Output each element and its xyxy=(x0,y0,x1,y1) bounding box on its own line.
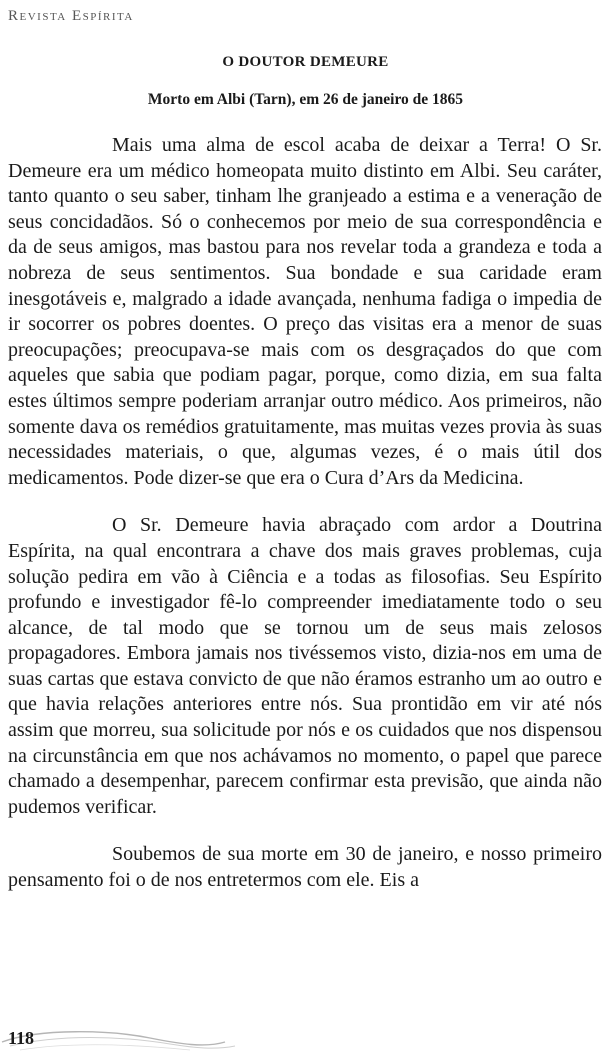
article-subtitle: Morto em Albi (Tarn), em 26 de janeiro de 1865 xyxy=(147,91,464,108)
article-body xyxy=(8,133,602,894)
paragraph-1: Mais uma alma de escol acaba de deixar a Terra! O Sr. Demeure era um médico homeopata muito distinto em Albi. Seu caráter, tanto quanto o seu saber, tinham lhe granjeado a estima e a veneração de seus concidadãos. Só o conhecemos por meio de sua correspondência e da de seus amigos, mas bastou para nos revelar toda a grandeza e toda a nobreza de seus sentimentos. Sua bondade e sua caridade eram inesgotáveis e, malgrado a idade avançada, nenhuma fadiga o impedia de ir socorrer os pobres doentes. O preço das visitas era a menor de suas preocupações; preocupava-se mais com os desgraçados do que com aqueles que sabia que podiam pagar, porque, como dizia, em sua falta estes últimos sempre poderiam arranjar outro médico. Aos primeiros, não somente dava os remédios gratuitamente, mas muitas vezes provia às suas necessidades materiais, o que, algumas vezes, é o mais útil dos medicamentos. Pode dizer-se que era o Cura d’Ars da Medicina. xyxy=(8,134,602,489)
running-head: Revista Espírita xyxy=(8,8,134,24)
article-title: O DOUTOR DEMEURE xyxy=(222,54,389,70)
paragraph-2: O Sr. Demeure havia abraçado com ardor a Doutrina Espírita, na qual encontrara a chave dos mais graves problemas, cuja solução pedira em vão à Ciência e a todas as filosofias. Seu Espírito profundo e investigador fê-lo compreender imediatamente todo o seu alcance, de tal modo que se tornou um de seus mais zelosos propagadores. Embora jamais nos tivéssemos visto, dizia-nos em uma de suas cartas que estava convicto de que não éramos estranho um ao outro e que havia relações anteriores entre nós. Sua prontidão em vir até nós assim que morreu, sua solicitude por nós e os cuidados que nos dispensou na circunstância em que nos achávamos no momento, o papel que parece chamado a desempenhar, parecem confirmar esta previsão, que ainda não pudemos verificar. xyxy=(8,514,602,818)
page-footer xyxy=(0,1020,611,1054)
page-number: 118 xyxy=(8,1028,35,1048)
footer-ornament-icon xyxy=(0,1020,240,1054)
paragraph-3: Soubemos de sua morte em 30 de janeiro, e nosso primeiro pensamento foi o de nos entretermos com ele. Eis a xyxy=(8,843,602,892)
